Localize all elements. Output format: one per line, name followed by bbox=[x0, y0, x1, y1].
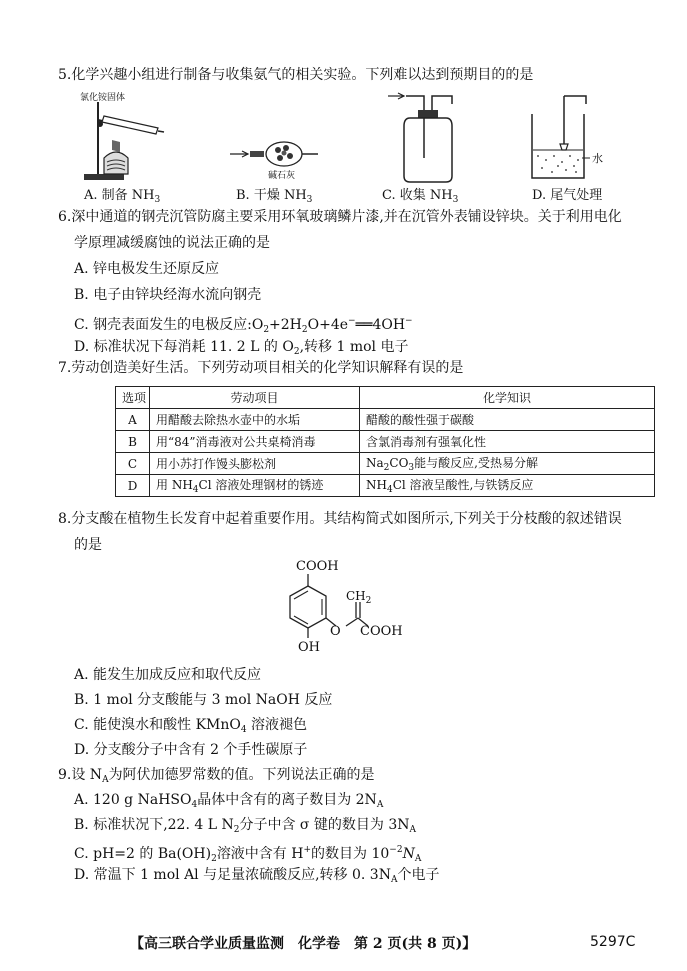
q5-stem: 5.化学兴趣小组进行制备与收集氨气的相关实验。下列难以达到预期目的的是 bbox=[58, 67, 534, 83]
table-row bbox=[116, 431, 655, 453]
q7-table bbox=[115, 386, 655, 497]
q9-option-c: C. pH=2 的 $Ba(OH)_2$溶液中含有 H+的数目为 $10^{-2}N_A$ bbox=[74, 845, 422, 864]
table-row bbox=[116, 475, 655, 497]
q8-option-b: B. 1 mol 分支酸能与 3 mol NaOH 反应 bbox=[74, 692, 333, 708]
water-label: 水 bbox=[592, 152, 603, 165]
q8-stem-line1: 8.分支酸在植物生长发育中起着重要作用。其结构简式如图所示,下列关于分枝酸的叙述错误 bbox=[58, 511, 622, 527]
q9-option-b: B. 标准状况下,22. 4 L $N_2$分子中含 σ 键的数目为 $3N_A$ bbox=[74, 817, 417, 835]
apparatus-heating bbox=[76, 90, 166, 186]
table-header-cell: 化学知识 bbox=[360, 387, 655, 409]
table-header-cell: 劳动项目 bbox=[150, 387, 360, 409]
q8-option-c: C. 能使溴水和酸性 KMnO$_4$ 溶液褪色 bbox=[74, 717, 308, 735]
table-cell: 含氯消毒剂有强氧化性 bbox=[360, 431, 655, 453]
table-cell: C bbox=[116, 453, 150, 475]
struct-cooh-top: COOH bbox=[296, 559, 339, 574]
q6-stem-line2: 学原理减缓腐蚀的说法正确的是 bbox=[74, 235, 270, 251]
table-cell: 用“84”消毒液对公共桌椅消毒 bbox=[150, 431, 360, 453]
q9-stem: 9.设 $N_A$为阿伏加德罗常数的值。下列说法正确的是 bbox=[58, 767, 375, 785]
struct-oh: OH bbox=[298, 640, 320, 655]
paper-code: 5297C bbox=[590, 934, 636, 950]
q6-option-a: A. 锌电极发生还原反应 bbox=[74, 261, 220, 277]
table-cell: 用 $NH_4Cl$ 溶液处理钢材的锈迹 bbox=[150, 475, 360, 497]
table-cell: 用小苏打作馒头膨松剂 bbox=[150, 453, 360, 475]
q8-option-a: A. 能发生加成反应和取代反应 bbox=[74, 667, 262, 683]
q5-option-b: B. 干燥 $NH_3$ bbox=[236, 188, 313, 205]
struct-cooh-right: COOH bbox=[360, 624, 403, 639]
table-header-cell: 选项 bbox=[116, 387, 150, 409]
struct-o: O bbox=[330, 624, 341, 639]
q5-option-c: C. 收集 $NH_3$ bbox=[382, 188, 459, 205]
q6-stem-line1: 6.深中通道的钢壳沉管防腐主要采用环氧玻璃鳞片漆,并在沉管外表铺设锌块。关于利用电化 bbox=[58, 209, 622, 225]
table-row bbox=[116, 453, 655, 475]
page-footer: 【高三联合学业质量监测 化学卷 第 2 页(共 8 页)】 bbox=[130, 936, 477, 952]
q6-option-b: B. 电子由锌块经海水流向钢壳 bbox=[74, 287, 262, 303]
desiccant-label: 碱石灰 bbox=[268, 171, 296, 181]
q7-stem: 7.劳动创造美好生活。下列劳动项目相关的化学知识解释有误的是 bbox=[58, 360, 464, 376]
reagent-label: 氯化铵固体 bbox=[80, 93, 126, 103]
table-row bbox=[116, 409, 655, 431]
apparatus-beaker bbox=[526, 94, 596, 188]
table-cell: 醋酸的酸性强于碳酸 bbox=[360, 409, 655, 431]
table-cell: B bbox=[116, 431, 150, 453]
struct-ch2: $CH_2$ bbox=[346, 589, 372, 606]
q6-option-c: C. 钢壳表面发生的电极反应$:O_2+2H_2O+4e^-══4OH^-$ bbox=[74, 316, 413, 335]
q5-option-d: D. 尾气处理 bbox=[532, 188, 603, 203]
table-cell: D bbox=[116, 475, 150, 497]
table-cell: $NH_4Cl$ 溶液呈酸性,与铁锈反应 bbox=[360, 475, 655, 497]
table-cell: A bbox=[116, 409, 150, 431]
table-cell: 用醋酸去除热水壶中的水垢 bbox=[150, 409, 360, 431]
q6-option-d: D. 标准状况下每消耗 11. 2 L 的 $O_2$,转移 1 mol 电子 bbox=[74, 339, 409, 357]
apparatus-collection-bottle bbox=[386, 88, 470, 188]
table-header-row bbox=[116, 387, 655, 409]
q5-option-a: A. 制备 $NH_3$ bbox=[84, 188, 161, 205]
q9-option-d: D. 常温下 1 mol Al 与足量浓硫酸反应,转移 0. $3N_A$个电子 bbox=[74, 867, 440, 885]
table-cell: $Na_2CO_3$能与酸反应,受热易分解 bbox=[360, 453, 655, 475]
q9-option-a: A. 120 g NaHSO$_4$晶体中含有的离子数目为 $2N_A$ bbox=[74, 792, 384, 810]
q8-stem-line2: 的是 bbox=[74, 537, 102, 553]
q8-option-d: D. 分支酸分子中含有 2 个手性碳原子 bbox=[74, 742, 308, 758]
